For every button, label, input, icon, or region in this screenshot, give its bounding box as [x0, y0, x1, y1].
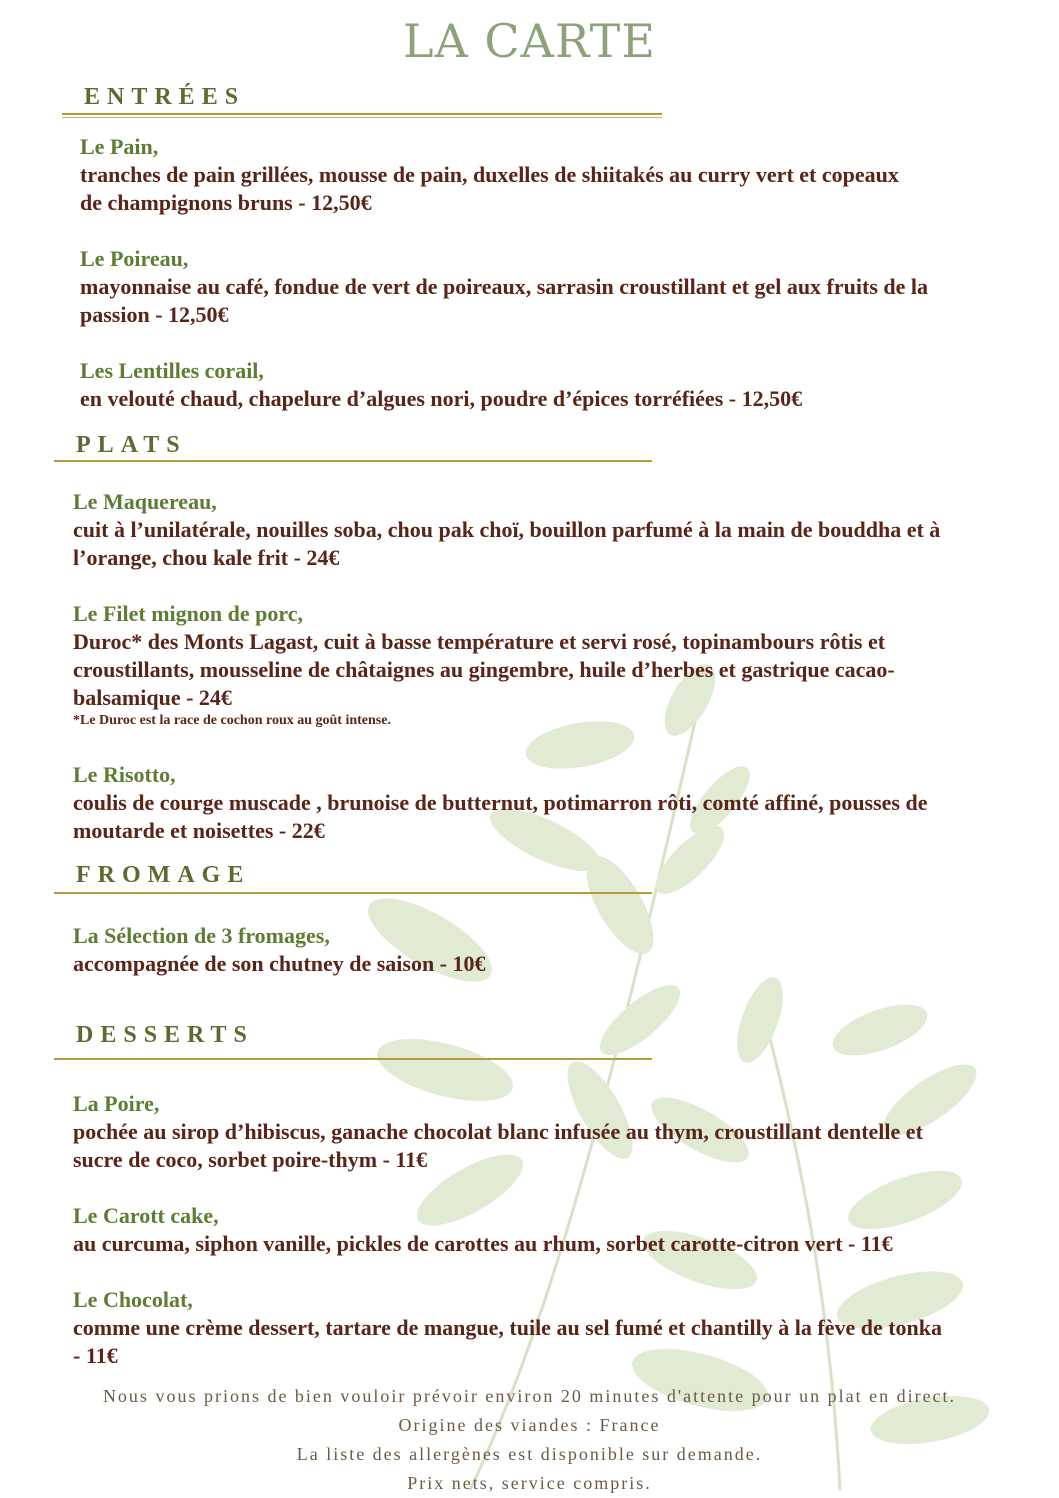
menu-item — [73, 1202, 1023, 1258]
item-description: mayonnaise au café, fondue de vert de poireaux, sarrasin croustillant et gel aux fruits de la passion - 12,50€ — [80, 274, 928, 327]
menu-item — [73, 1286, 1023, 1370]
item-description: au curcuma, siphon vanille, pickles de carottes au rhum, sorbet carotte-citron vert - 11€ — [73, 1231, 893, 1256]
item-name: Le Carott cake, — [73, 1203, 219, 1228]
footer-line: La liste des allergènes est disponible sur demande. — [296, 1444, 763, 1464]
section-divider — [54, 1058, 652, 1060]
item-footnote: *Le Duroc est la race de cochon roux au goût intense. — [73, 713, 391, 728]
item-description: tranches de pain grillées, mousse de pain, duxelles de shiitakés au curry vert et copeaux de champignons bruns - 12,50€ — [80, 162, 899, 215]
item-description: Duroc* des Monts Lagast, cuit à basse température et servi rosé, topinambours rôtis et croustillants, mousseline de châtaignes au gingembre, huile d’herbes et gastrique cacao-balsamique - 24€ — [73, 629, 895, 710]
item-name: Le Poireau, — [80, 246, 189, 271]
footer-line: Prix nets, service compris. — [407, 1473, 652, 1493]
menu-item — [73, 488, 1023, 572]
item-description: comme une crème dessert, tartare de mangue, tuile au sel fumé et chantilly à la fève de tonka - 11€ — [73, 1315, 943, 1368]
footer-notes — [0, 1382, 1059, 1498]
item-description: cuit à l’unilatérale, nouilles soba, chou pak choï, bouillon parfumé à la main de bouddha et à l’orange, chou kale frit - 24€ — [73, 517, 941, 570]
item-name: Le Filet mignon de porc, — [73, 601, 303, 626]
menu-item — [80, 133, 1030, 217]
menu-item — [73, 922, 1023, 978]
footer-line: Nous vous prions de bien vouloir prévoir environ 20 minutes d'attente pour un plat en direct. — [102, 1386, 957, 1406]
menu-item — [73, 1090, 1023, 1174]
menu-item — [80, 245, 1030, 329]
footer-line: Origine des viandes : France — [398, 1415, 661, 1435]
item-description: coulis de courge muscade , brunoise de butternut, potimarron rôti, comté affiné, pousses de moutarde et noisettes - 22€ — [73, 790, 928, 843]
section-heading-plats: PLATS — [76, 432, 187, 458]
item-description: pochée au sirop d’hibiscus, ganache chocolat blanc infusée au thym, croustillant dentelle et sucre de coco, sorbet poire-thym - 11€ — [73, 1119, 923, 1172]
page-title: LA CARTE — [403, 14, 656, 68]
item-description: en velouté chaud, chapelure d’algues nori, poudre d’épices torréfiées - 12,50€ — [80, 386, 803, 411]
item-name: Le Chocolat, — [73, 1287, 193, 1312]
section-divider — [62, 117, 662, 118]
item-name: La Sélection de 3 fromages, — [73, 923, 330, 948]
item-name: La Poire, — [73, 1091, 160, 1116]
section-heading-fromage: FROMAGE — [76, 862, 251, 888]
item-name: Le Pain, — [80, 134, 159, 159]
section-divider — [54, 892, 652, 894]
item-name: Les Lentilles corail, — [80, 358, 264, 383]
menu-item — [73, 600, 1023, 730]
section-heading-entrees: ENTRÉES — [84, 84, 246, 110]
section-divider — [54, 460, 652, 462]
item-name: Le Maquereau, — [73, 489, 217, 514]
item-name: Le Risotto, — [73, 762, 176, 787]
menu-item — [73, 761, 1023, 845]
section-heading-desserts: DESSERTS — [76, 1022, 254, 1048]
section-divider — [62, 113, 662, 115]
menu-item — [80, 357, 1030, 413]
item-description: accompagnée de son chutney de saison - 10€ — [73, 951, 486, 976]
